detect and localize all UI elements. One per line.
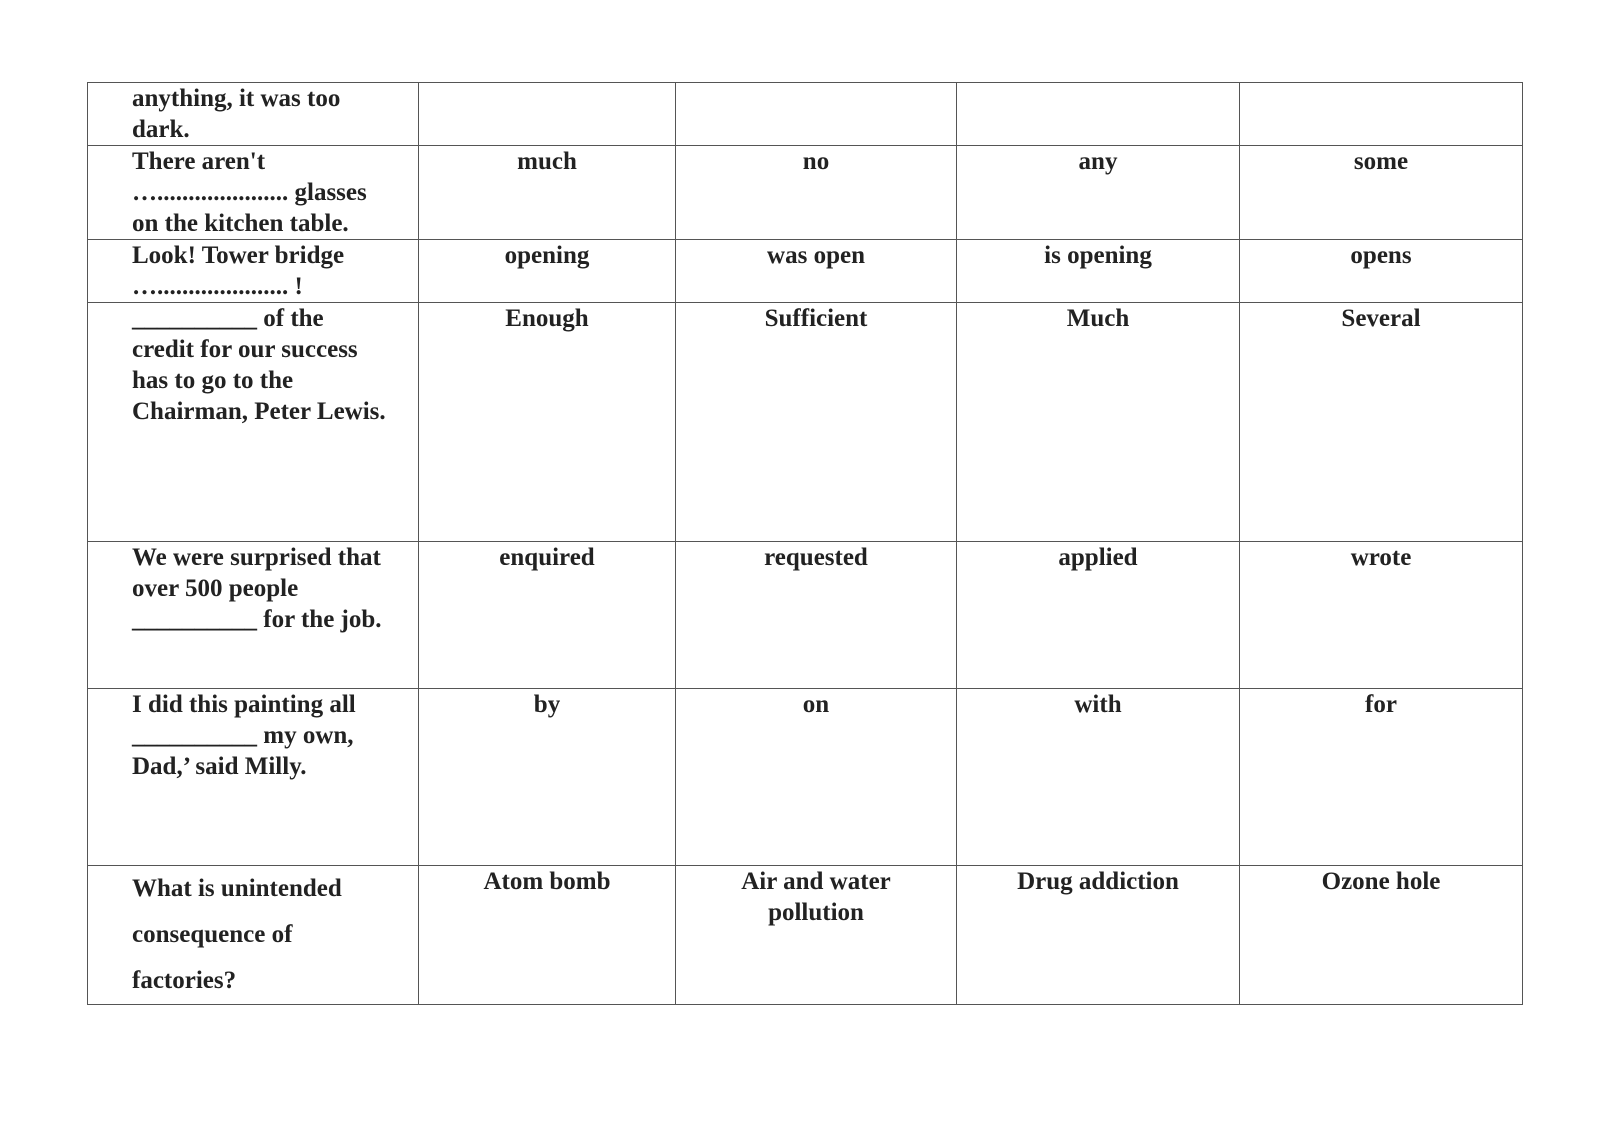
table-row [88,542,1523,689]
table-row [88,866,1523,1005]
option-d-cell [1240,303,1523,542]
option-c-text: is opening [1044,242,1152,269]
option-d-text: for [1365,691,1397,718]
question-text: Look! Tower bridge …..................... ! [132,242,345,300]
option-d-text: wrote [1350,544,1412,571]
option-c-cell [957,689,1240,866]
option-b-cell [676,866,957,1005]
option-b-text: was open [767,242,865,269]
option-b-text: no [802,148,830,175]
question-text: anything, it was too dark. [132,85,341,143]
option-b-text: requested [764,544,868,571]
option-a-text: opening [504,242,590,269]
question-cell [88,866,419,1005]
option-c-text: applied [1058,544,1138,571]
option-a-text: enquired [499,544,595,571]
table-row [88,689,1523,866]
question-cell [88,542,419,689]
option-d-cell [1240,689,1523,866]
option-d-cell [1240,866,1523,1005]
option-b-cell [676,83,957,146]
option-b-cell [676,146,957,240]
option-b-cell [676,689,957,866]
option-a-text: much [517,148,577,175]
option-d-text: opens [1350,242,1412,269]
option-d-text: Ozone hole [1321,868,1441,895]
option-a-cell [419,83,676,146]
option-b-text: Sufficient [764,305,868,332]
question-cell [88,689,419,866]
table-row [88,83,1523,146]
option-c-text: with [1074,691,1122,718]
option-d-cell [1240,240,1523,303]
question-text: What is unintended consequence of factories? [132,875,342,994]
question-cell [88,83,419,146]
option-a-cell [419,303,676,542]
option-b-cell [676,542,957,689]
option-d-cell [1240,146,1523,240]
option-a-cell [419,866,676,1005]
question-text: There aren't …..................... glasses on the kitchen table. [132,148,367,237]
question-text: We were surprised that over 500 people __________ for the job. [132,544,382,633]
table-row [88,146,1523,240]
question-cell [88,303,419,542]
option-a-cell [419,240,676,303]
table-row [88,240,1523,303]
option-d-text: some [1353,148,1409,175]
option-a-text: Atom bomb [483,868,611,895]
option-c-cell [957,146,1240,240]
option-c-cell [957,542,1240,689]
option-b-text: on [802,691,830,718]
option-d-text: Several [1341,305,1421,332]
option-a-cell [419,542,676,689]
quiz-table [87,82,1523,1005]
option-d-cell [1240,542,1523,689]
option-a-text: by [533,691,561,718]
option-a-text: Enough [505,305,589,332]
option-c-text: Drug addiction [1017,868,1179,895]
option-c-cell [957,303,1240,542]
option-d-cell [1240,83,1523,146]
option-c-text: any [1078,148,1118,175]
option-a-cell [419,689,676,866]
option-b-cell [676,303,957,542]
option-c-cell [957,240,1240,303]
option-a-cell [419,146,676,240]
option-c-cell [957,866,1240,1005]
option-c-text: Much [1066,305,1130,332]
question-text: I did this painting all __________ my own, Dad,’ said Milly. [132,691,356,780]
option-b-cell [676,240,957,303]
question-text: __________ of the credit for our success has to go to the Chairman, Peter Lewis. [132,305,386,425]
question-cell [88,146,419,240]
option-c-cell [957,83,1240,146]
option-b-text: Air and water pollution [741,868,891,926]
table-row [88,303,1523,542]
question-cell [88,240,419,303]
